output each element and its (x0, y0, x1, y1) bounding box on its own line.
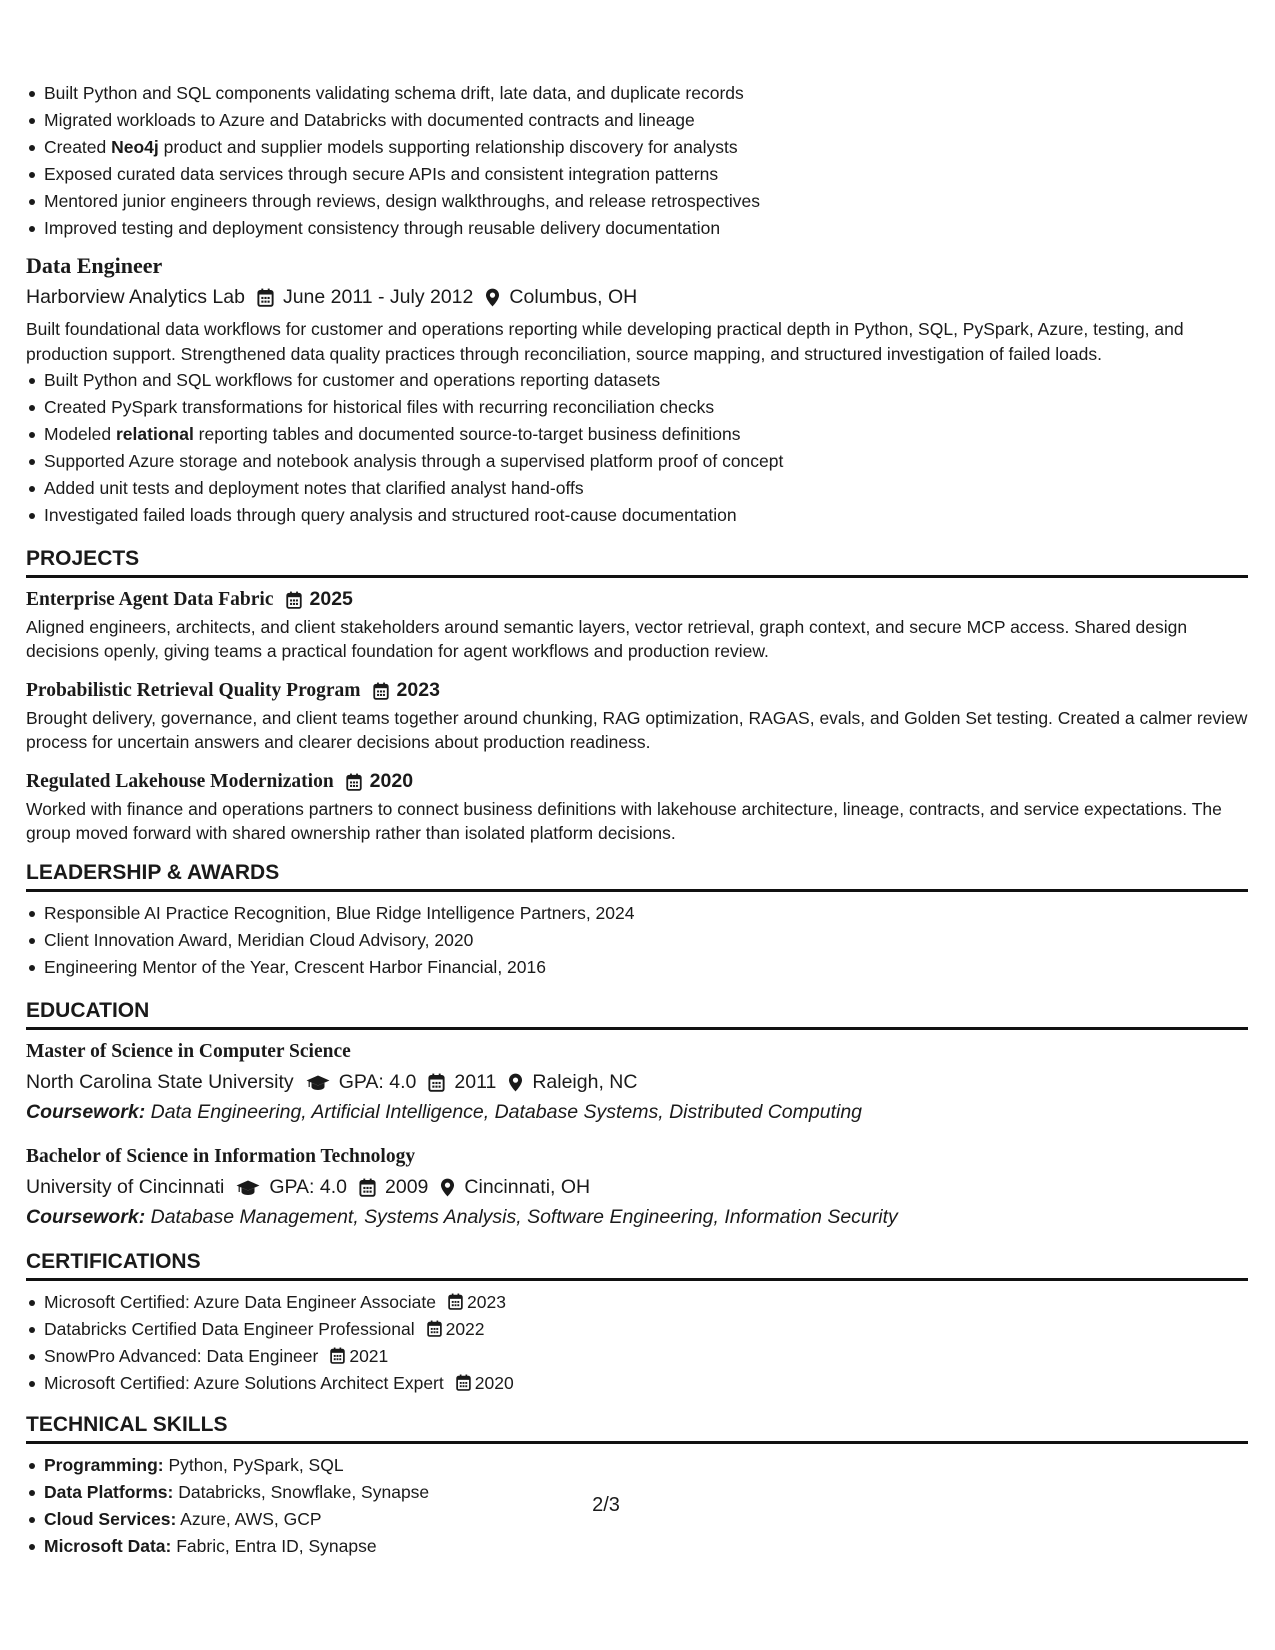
job-bullets (26, 367, 1248, 529)
skill-values: Fabric, Entra ID, Synapse (171, 1536, 377, 1556)
cert-year: 2020 (474, 1373, 514, 1393)
graduation-year: 2011 (454, 1071, 497, 1093)
degree-name: Master of Science in Computer Science (26, 1041, 351, 1062)
certifications-list (26, 1289, 1248, 1397)
awards-list (26, 900, 1248, 981)
list-item: Mentored junior engineers through reviews, design walkthroughs, and release retrospectives (26, 188, 1248, 215)
job-dates: June 2011 - July 2012 (282, 286, 474, 308)
calendar-icon (456, 1374, 471, 1391)
section-heading-skills: TECHNICAL SKILLS (26, 1411, 1248, 1444)
job-meta (26, 282, 1248, 312)
gpa: GPA: 4.0 (338, 1071, 417, 1093)
section-heading-projects: PROJECTS (26, 545, 1248, 578)
calendar-icon (286, 591, 302, 609)
list-item: Responsible AI Practice Recognition, Blue Ridge Intelligence Partners, 2024 (26, 900, 1248, 927)
cert-year: 2023 (467, 1292, 506, 1312)
school-name: University of Cincinnati (26, 1176, 225, 1198)
list-item: Built Python and SQL components validating schema drift, late data, and duplicate records (26, 80, 1248, 107)
calendar-icon (257, 288, 274, 307)
coursework: Coursework: Database Management, Systems Analysis, Software Engineering, Information Security (26, 1206, 898, 1228)
cert-year: 2022 (445, 1319, 485, 1339)
list-item: Supported Azure storage and notebook analysis through a supervised platform proof of concept (26, 448, 1248, 475)
project-name: Enterprise Agent Data Fabric (26, 589, 274, 610)
graduation-cap-icon (236, 1179, 260, 1196)
graduation-year: 2009 (385, 1176, 429, 1198)
section-heading-certifications: CERTIFICATIONS (26, 1248, 1248, 1281)
skill-label: Microsoft Data: (44, 1536, 172, 1556)
cert-name: SnowPro Advanced: Data Engineer (44, 1346, 319, 1366)
project-entry (26, 586, 1248, 663)
list-item (26, 1370, 1248, 1397)
list-item: Added unit tests and deployment notes that clarified analyst hand-offs (26, 475, 1248, 502)
list-item: Built Python and SQL workflows for customer and operations reporting datasets (26, 367, 1248, 394)
list-item: Exposed curated data services through secure APIs and consistent integration patterns (26, 161, 1248, 188)
graduation-cap-icon (306, 1074, 330, 1091)
list-item: Engineering Mentor of the Year, Crescent Harbor Financial, 2016 (26, 954, 1248, 981)
list-item: Improved testing and deployment consistency through reusable delivery documentation (26, 215, 1248, 242)
project-year: 2020 (369, 770, 414, 792)
skill-values: Azure, AWS, GCP (176, 1509, 322, 1529)
skill-values: Python, PySpark, SQL (163, 1455, 344, 1475)
job-summary: Built foundational data workflows for customer and operations reporting while developing practical depth in Python, SQL, PySpark, Azure, testing, and production support. Strengthened data quality practices through reconciliation, source mapping, and structured investigation of failed loads. (26, 319, 1184, 364)
project-name: Probabilistic Retrieval Quality Program (26, 680, 361, 701)
skill-values: Databricks, Snowflake, Synapse (173, 1482, 430, 1502)
company-name: Harborview Analytics Lab (26, 286, 245, 308)
coursework: Coursework: Data Engineering, Artificial Intelligence, Database Systems, Distributed Computing (26, 1101, 863, 1123)
job-location: Columbus, OH (509, 286, 638, 308)
map-pin-icon (440, 1178, 455, 1197)
skill-label: Cloud Services: (44, 1509, 177, 1529)
degree-name: Bachelor of Science in Information Technology (26, 1146, 416, 1167)
gpa: GPA: 4.0 (269, 1176, 348, 1198)
job-entry (26, 252, 1248, 529)
project-year: 2025 (309, 588, 353, 610)
list-item: Created Neo4j product and supplier models supporting relationship discovery for analysts (26, 134, 1248, 161)
calendar-icon (373, 682, 389, 700)
cert-name: Microsoft Certified: Azure Solutions Architect Expert (44, 1373, 444, 1393)
cert-name: Microsoft Certified: Azure Data Engineer Associate (44, 1292, 436, 1312)
list-item: Created PySpark transformations for historical files with recurring reconciliation checks (26, 394, 1248, 421)
calendar-icon (428, 1073, 445, 1092)
keyword-bold: relational (116, 424, 194, 444)
map-pin-icon (485, 288, 500, 307)
project-name: Regulated Lakehouse Modernization (26, 771, 334, 792)
calendar-icon (330, 1347, 345, 1364)
project-description: Worked with finance and operations partners to connect business definitions with lakehouse architecture, lineage, contracts, and service expectations. The group moved forward with shared ownership rather than isolated platform decisions. (26, 799, 1222, 843)
keyword-bold: Neo4j (111, 137, 159, 157)
education-entry (26, 1038, 1248, 1127)
list-item (26, 1343, 1248, 1370)
school-name: North Carolina State University (26, 1071, 294, 1093)
education-entry (26, 1143, 1248, 1232)
cert-name: Databricks Certified Data Engineer Professional (44, 1319, 415, 1339)
project-entry (26, 677, 1248, 754)
resume-page (26, 80, 1248, 1560)
list-item: Client Innovation Award, Meridian Cloud Advisory, 2020 (26, 927, 1248, 954)
project-description: Brought delivery, governance, and client teams together around chunking, RAG optimization, RAGAS, evals, and Golden Set testing. Created a calmer review process for uncertain answers and clearer decisions about production readiness. (26, 708, 1248, 752)
previous-job-bullets (26, 80, 1248, 242)
section-heading-education: EDUCATION (26, 997, 1248, 1030)
project-entry (26, 768, 1248, 845)
list-item (26, 1316, 1248, 1343)
calendar-icon (346, 773, 362, 791)
job-title: Data Engineer (26, 253, 163, 278)
map-pin-icon (508, 1073, 523, 1092)
project-description: Aligned engineers, architects, and client stakeholders around semantic layers, vector retrieval, graph context, and secure MCP access. Shared design decisions openly, giving teams a practical foundation for agent workflows and production review. (26, 617, 1188, 661)
list-item (26, 1533, 1248, 1560)
calendar-icon (448, 1293, 463, 1310)
section-heading-leadership: LEADERSHIP & AWARDS (26, 859, 1248, 892)
school-location: Cincinnati, OH (464, 1176, 591, 1198)
skill-label: Data Platforms: (44, 1482, 174, 1502)
list-item: Migrated workloads to Azure and Databricks with documented contracts and lineage (26, 107, 1248, 134)
skill-label: Programming: (44, 1455, 164, 1475)
list-item: Investigated failed loads through query analysis and structured root-cause documentation (26, 502, 1248, 529)
calendar-icon (359, 1178, 376, 1197)
list-item (26, 1289, 1248, 1316)
project-year: 2023 (396, 679, 440, 701)
list-item: Modeled relational reporting tables and documented source-to-target business definitions (26, 421, 1248, 448)
cert-year: 2021 (349, 1346, 389, 1366)
calendar-icon (427, 1320, 442, 1337)
school-location: Raleigh, NC (532, 1071, 638, 1093)
list-item (26, 1452, 1248, 1479)
page-number: 2/3 (592, 1494, 620, 1516)
